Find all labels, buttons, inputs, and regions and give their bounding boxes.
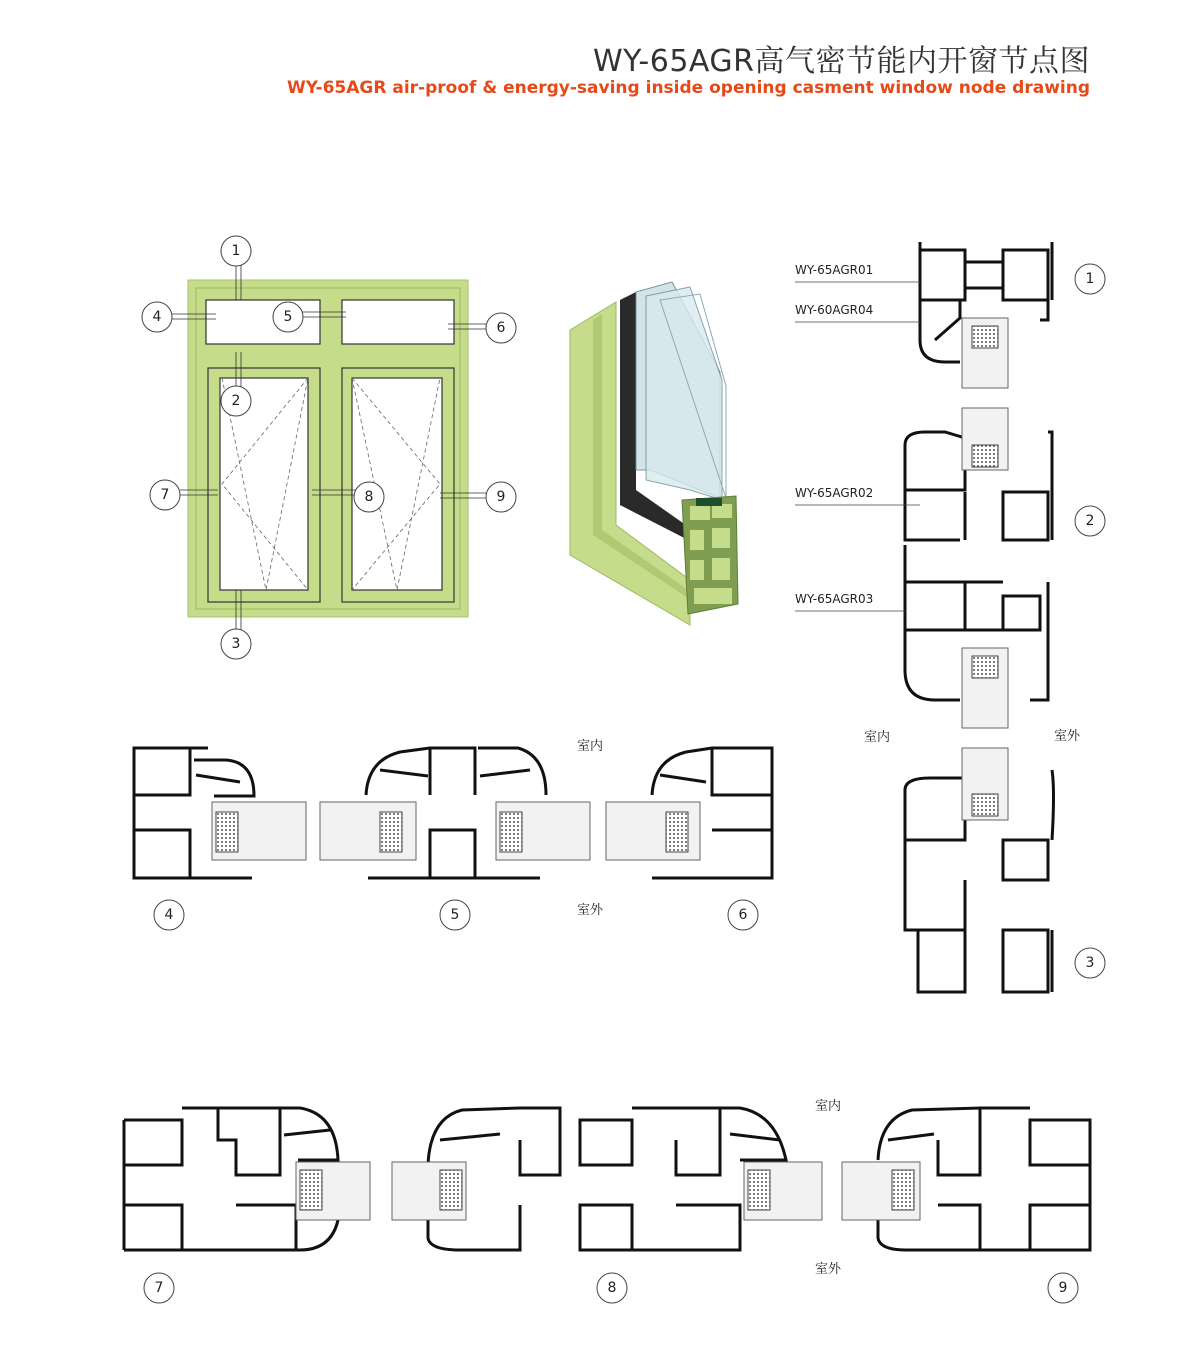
svg-text:6: 6 (738, 907, 748, 923)
section-marker-9 (1048, 1273, 1078, 1303)
outdoor-label-top: 室外 (577, 903, 604, 918)
indoor-label-vertical: 室内 (864, 730, 891, 745)
profile-code-labels (795, 263, 920, 611)
svg-text:5: 5 (283, 309, 293, 325)
svg-text:3: 3 (1085, 955, 1095, 971)
svg-text:4: 4 (164, 907, 174, 923)
vertical-glass (962, 318, 1008, 820)
svg-text:8: 8 (607, 1280, 617, 1296)
svg-text:2: 2 (231, 393, 241, 409)
page-title: WY-65AGR高气密节能内开窗节点图 (592, 44, 1090, 79)
section-marker-4 (154, 900, 184, 930)
elevation-marker-9 (486, 482, 516, 512)
svg-text:7: 7 (160, 487, 170, 503)
svg-text:6: 6 (496, 320, 506, 336)
page-subtitle: WY-65AGR air-proof & energy-saving inside opening casment window node drawing (286, 78, 1090, 98)
window-elevation (172, 262, 488, 632)
corner-profile-render (570, 282, 738, 625)
indoor-label-top: 室内 (577, 739, 604, 754)
elevation-marker-4 (142, 302, 172, 332)
horizontal-section-bottom (124, 1108, 1090, 1250)
section-marker-8 (597, 1273, 627, 1303)
profile-code-2: WY-60AGR04 (795, 303, 874, 317)
section-marker-7 (144, 1273, 174, 1303)
section-marker-5 (440, 900, 470, 930)
elevation-marker-1 (221, 236, 251, 266)
elevation-marker-3 (221, 629, 251, 659)
svg-text:1: 1 (231, 243, 241, 259)
section-marker-6 (728, 900, 758, 930)
indoor-label-bottom: 室内 (815, 1099, 842, 1114)
svg-text:8: 8 (364, 489, 374, 505)
svg-text:5: 5 (450, 907, 460, 923)
svg-text:4: 4 (152, 309, 162, 325)
elevation-marker-7 (150, 480, 180, 510)
elevation-marker-2 (221, 386, 251, 416)
section-marker-2 (1075, 506, 1105, 536)
section-marker-3 (1075, 948, 1105, 978)
horizontal-glass-bottom (296, 1162, 920, 1220)
outdoor-label-vertical: 室外 (1054, 729, 1081, 744)
elevation-marker-8 (354, 482, 384, 512)
profile-code-3: WY-65AGR02 (795, 486, 874, 500)
svg-text:9: 9 (496, 489, 506, 505)
elevation-marker-5 (273, 302, 303, 332)
svg-text:1: 1 (1085, 271, 1095, 287)
svg-text:9: 9 (1058, 1280, 1068, 1296)
profile-code-1: WY-65AGR01 (795, 263, 874, 277)
svg-text:2: 2 (1085, 513, 1095, 529)
svg-text:3: 3 (231, 636, 241, 652)
svg-text:7: 7 (154, 1280, 164, 1296)
outdoor-label-bottom: 室外 (815, 1262, 842, 1277)
section-marker-1 (1075, 264, 1105, 294)
profile-code-4: WY-65AGR03 (795, 592, 874, 606)
elevation-marker-6 (486, 313, 516, 343)
